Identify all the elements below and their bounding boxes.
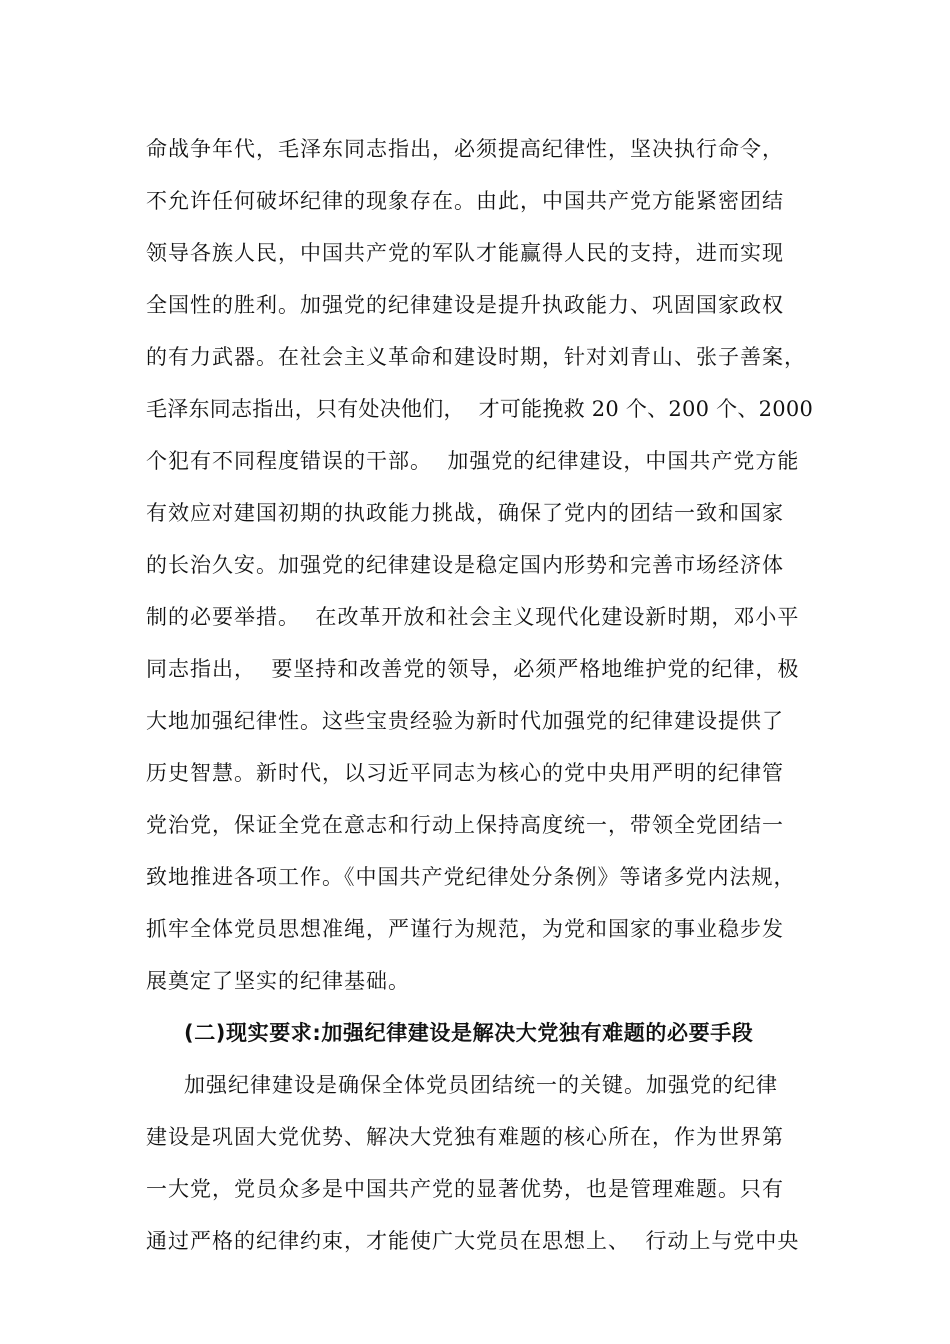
text-line: 大地加强纪律性。这些宝贵经验为新时代加强党的纪律建设提供了 xyxy=(146,709,784,733)
text-line: 领导各族人民，中国共产党的军队才能赢得人民的支持，进而实现 xyxy=(146,241,784,265)
text-line: 历史智慧。新时代，以习近平同志为核心的党中央用严明的纪律管 xyxy=(146,761,784,785)
text-line: 加强纪律建设是确保全体党员团结统一的关键。加强党的纪律 xyxy=(184,1073,778,1097)
section-heading: (二)现实要求:加强纪律建设是解决大党独有难题的必要手段 xyxy=(184,1021,754,1045)
text-line: 个犯有不同程度错误的干部。 加强党的纪律建设，中国共产党方能 xyxy=(146,449,800,473)
text-line: 致地推进各项工作。《中国共产党纪律处分条例》等诸多党内法规， xyxy=(146,865,796,889)
text-line: 有效应对建国初期的执政能力挑战，确保了党内的团结一致和国家 xyxy=(146,501,784,525)
text-line: 毛泽东同志指出，只有处决他们， 才可能挽救 20 个、200 个、2000 xyxy=(146,397,814,421)
text-line: 通过严格的纪律约束，才能使广大党员在思想上、 行动上与党中央 xyxy=(146,1229,800,1253)
text-line: 展奠定了坚实的纪律基础。 xyxy=(146,969,410,993)
text-line: 党治党，保证全党在意志和行动上保持高度统一，带领全党团结一 xyxy=(146,813,784,837)
text-line: 抓牢全体党员思想准绳，严谨行为规范，为党和国家的事业稳步发 xyxy=(146,917,784,941)
text-line: 的有力武器。在社会主义革命和建设时期，针对刘青山、张子善案， xyxy=(146,345,806,369)
text-line: 建设是巩固大党优势、解决大党独有难题的核心所在，作为世界第 xyxy=(146,1125,784,1149)
text-line: 同志指出， 要坚持和改善党的领导，必须严格地维护党的纪律，极 xyxy=(146,657,800,681)
text-line: 不允许任何破坏纪律的现象存在。由此，中国共产党方能紧密团结 xyxy=(146,189,784,213)
text-line: 制的必要举措。 在改革开放和社会主义现代化建设新时期，邓小平 xyxy=(146,605,800,629)
text-line: 一大党，党员众多是中国共产党的显著优势，也是管理难题。只有 xyxy=(146,1177,784,1201)
text-line: 全国性的胜利。加强党的纪律建设是提升执政能力、巩固国家政权 xyxy=(146,293,784,317)
text-line: 命战争年代，毛泽东同志指出，必须提高纪律性，坚决执行命令， xyxy=(146,137,784,161)
text-line: 的长治久安。加强党的纪律建设是稳定国内形势和完善市场经济体 xyxy=(146,553,784,577)
